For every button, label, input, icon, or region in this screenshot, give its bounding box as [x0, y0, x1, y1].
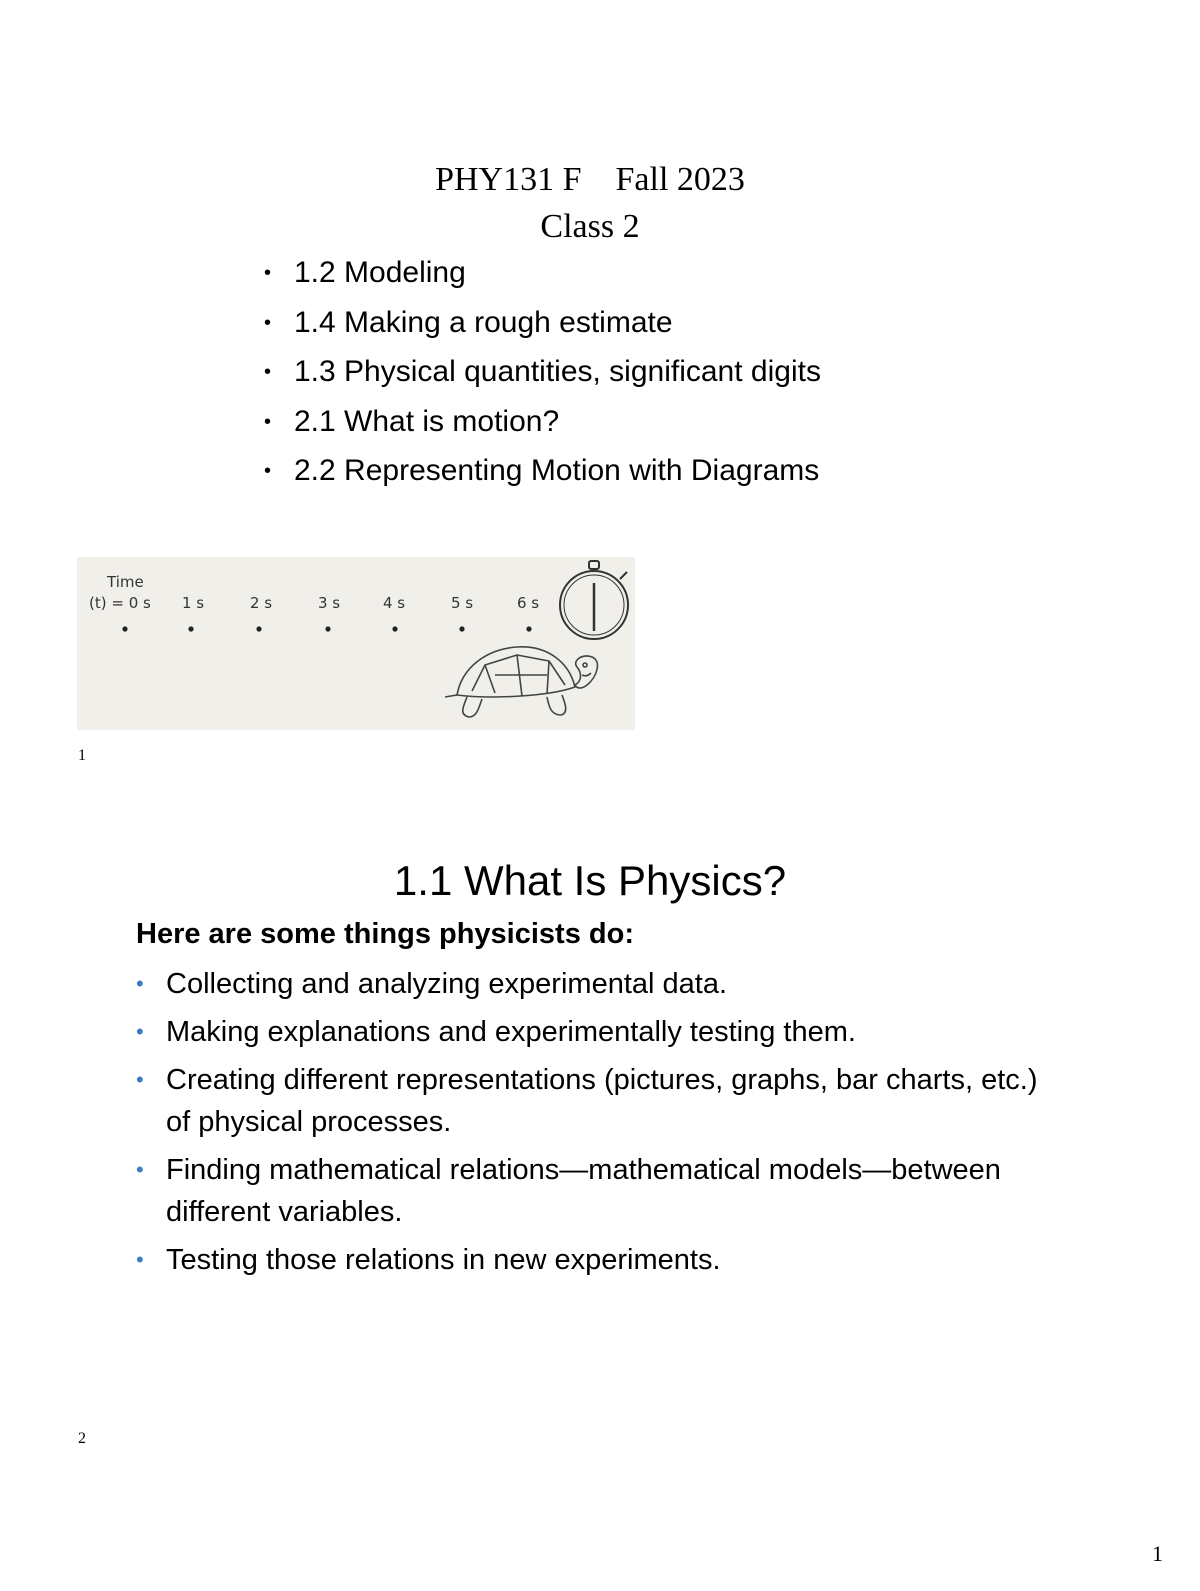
topic-label: 1.2 Modeling — [294, 256, 466, 289]
position-dot — [459, 626, 464, 631]
slide2-activity-list — [136, 963, 1056, 1287]
bullet-icon: • — [264, 311, 272, 334]
list-item — [264, 254, 821, 304]
position-dot — [256, 626, 261, 631]
list-item — [264, 452, 821, 502]
topic-label: 2.1 What is motion? — [294, 404, 560, 438]
activity-label: Creating different representations (pictures, graphs, bar charts, etc.) of physical processes. — [166, 1064, 1038, 1138]
position-dot — [122, 626, 127, 631]
bullet-icon: • — [136, 1157, 144, 1182]
list-item — [136, 1011, 1056, 1053]
activity-label: Making explanations and experimentally testing them. — [166, 1016, 856, 1048]
activity-label: Testing those relations in new experiments. — [166, 1244, 721, 1276]
bullet-icon: • — [264, 361, 272, 383]
topic-label: 1.4 Making a rough estimate — [294, 305, 673, 339]
slide1-page-number: 1 — [78, 747, 86, 764]
time-tick: 4 s — [383, 594, 406, 612]
list-item — [136, 963, 1056, 1005]
position-dot — [325, 626, 330, 631]
position-dot — [188, 626, 193, 631]
bullet-icon: • — [136, 971, 144, 996]
bullet-icon: • — [264, 410, 272, 433]
topic-label: 2.2 Representing Motion with Diagrams — [294, 454, 820, 487]
list-item — [264, 304, 821, 354]
bullet-icon: • — [136, 1247, 144, 1272]
time-tick: 3 s — [318, 594, 341, 612]
slide1-title: PHY131 F Fall 2023 — [435, 161, 745, 198]
list-item — [136, 1239, 1056, 1281]
slide2-title: 1.1 What Is Physics? — [393, 857, 787, 904]
topic-label: 1.3 Physical quantities, significant digits — [294, 355, 821, 388]
slide1-topic-list — [264, 254, 821, 502]
motion-diagram-image — [77, 557, 635, 730]
slide1-subtitle: Class 2 — [540, 208, 640, 245]
bullet-icon: • — [264, 460, 272, 482]
time-tick: 2 s — [250, 594, 273, 612]
list-item — [136, 1149, 1056, 1233]
time-label: Time — [107, 573, 144, 591]
position-dot — [392, 626, 397, 631]
sheet-page-number: 1 — [1152, 1541, 1163, 1566]
bullet-icon: • — [136, 1067, 144, 1092]
tortoise-icon — [445, 647, 597, 717]
list-item — [136, 1059, 1056, 1143]
slide2-subtitle: Here are some things physicists do: — [136, 918, 634, 950]
stopwatch-icon — [560, 561, 628, 639]
slide2-page-number: 2 — [78, 1430, 86, 1447]
list-item — [264, 403, 821, 453]
position-dot — [526, 626, 531, 631]
time-tick: (t) = 0 s — [89, 594, 151, 612]
bullet-icon: • — [264, 262, 272, 284]
activity-label: Collecting and analyzing experimental data. — [166, 968, 728, 1000]
bullet-icon: • — [136, 1019, 144, 1044]
time-tick: 5 s — [451, 594, 474, 612]
time-tick: 6 s — [517, 594, 540, 612]
activity-label: Finding mathematical relations—mathematical models—between different variables. — [166, 1154, 1001, 1228]
time-tick: 1 s — [182, 594, 205, 612]
list-item — [264, 353, 821, 403]
